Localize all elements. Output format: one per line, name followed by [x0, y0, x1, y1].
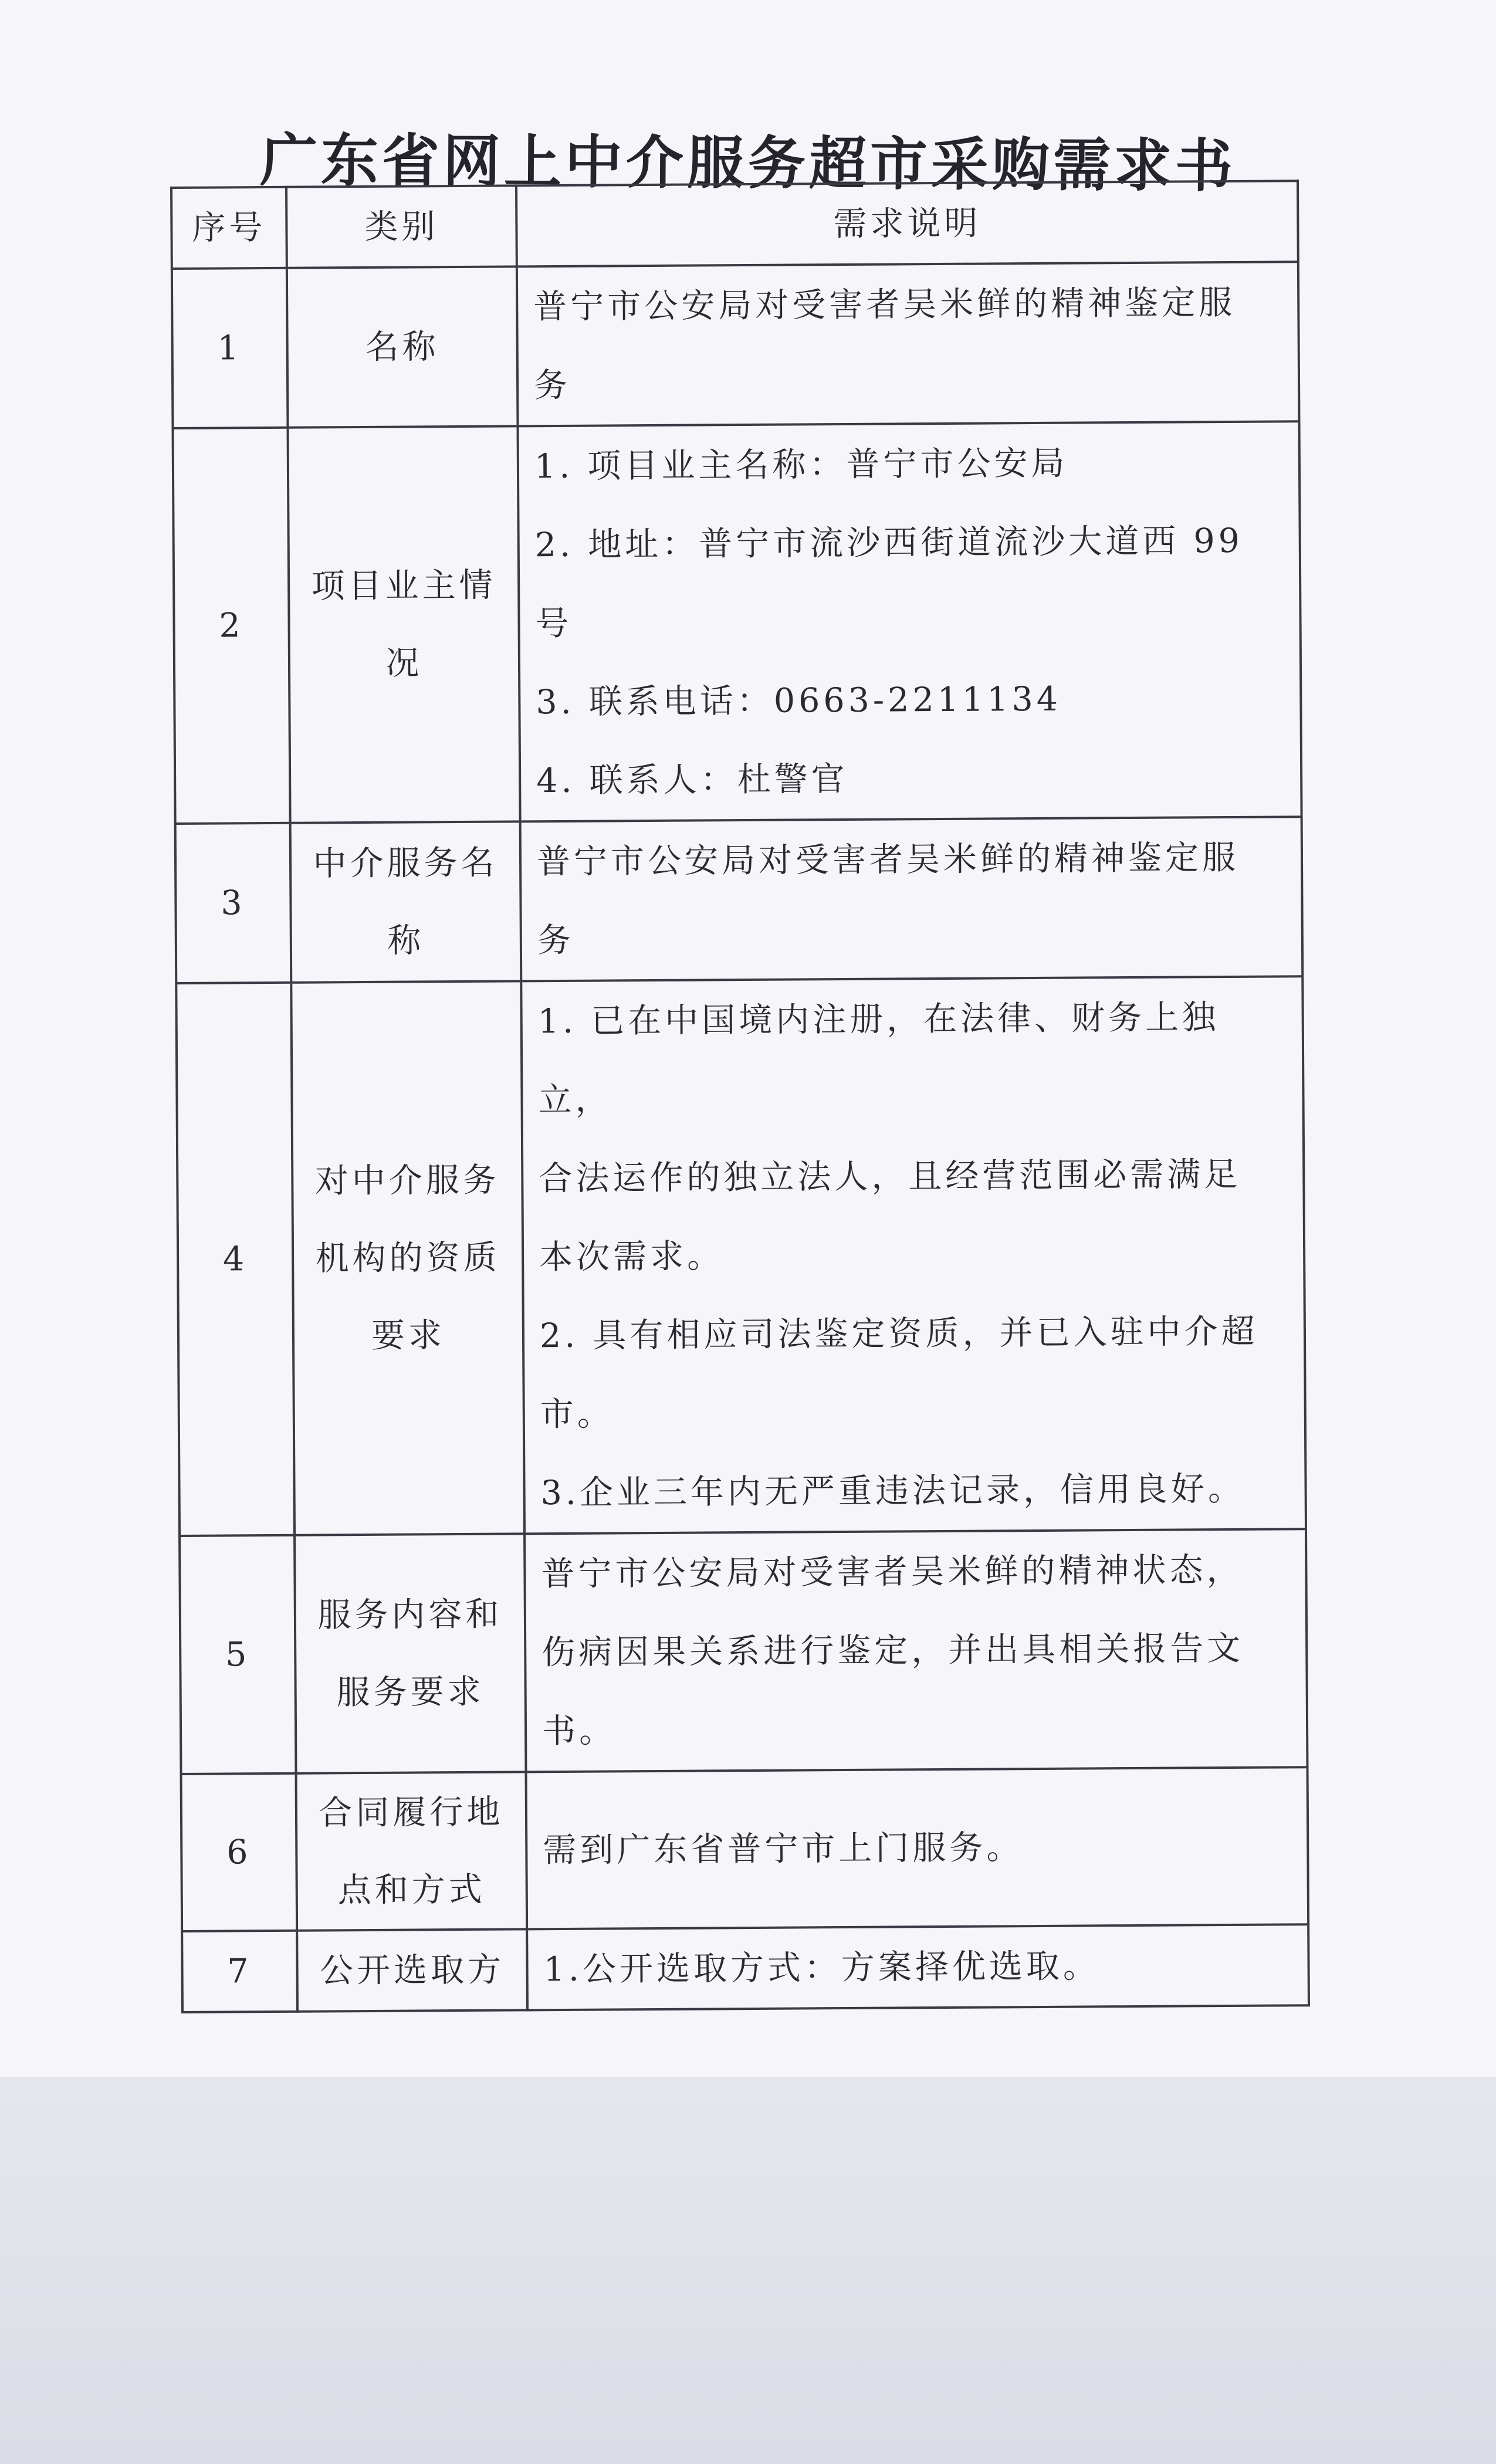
table-row [182, 1924, 1309, 2012]
description-line: 本次需求。 [539, 1237, 725, 1277]
row-number: 6 [181, 1773, 297, 1931]
category-line: 服务要求 [336, 1672, 485, 1712]
category-line: 况 [385, 644, 423, 683]
row-description [524, 1529, 1307, 1772]
description-line: 3.企业三年内无严重违法记录，信用良好。 [540, 1469, 1245, 1513]
description-line: 2. 具有相应司法鉴定资质，并已入驻中介超 [539, 1312, 1258, 1356]
row-category [291, 981, 524, 1535]
scanner-bed-area [0, 2077, 1496, 2464]
header-category: 类别 [286, 185, 517, 268]
category-line: 对中介服务 [314, 1160, 500, 1201]
requirements-table [170, 180, 1310, 2013]
description-line: 书。 [541, 1711, 617, 1751]
row-number: 1 [172, 268, 288, 428]
description-line: 务 [537, 920, 575, 960]
category-line: 称 [387, 921, 425, 960]
row-category [290, 821, 522, 982]
table-row [176, 976, 1306, 1536]
description-line: 1. 已在中国境内注册，在法律、财务上独立， [537, 998, 1220, 1120]
description-line: 合法运作的独立法人，且经营范围必需满足 [539, 1155, 1241, 1199]
row-category [288, 426, 520, 823]
row-number: 2 [173, 428, 290, 824]
description-line: 2. 地址：普宁市流沙西街道流沙大道西 99 [534, 521, 1244, 565]
document-title: 广东省网上中介服务超市采购需求书 [259, 127, 1237, 201]
description-line: 市。 [540, 1395, 614, 1434]
table-row [172, 262, 1299, 428]
category-line: 中介服务名 [313, 843, 498, 884]
row-description [526, 1767, 1309, 1929]
description-line: 伤病因果关系进行鉴定，并出具相关报告文 [541, 1629, 1244, 1673]
table-row [175, 817, 1303, 983]
description-line: 普宁市公安局对受害者吴米鲜的精神鉴定服 [533, 283, 1236, 327]
row-description [520, 817, 1303, 981]
row-description [521, 976, 1306, 1534]
row-description [518, 421, 1302, 821]
row-category [296, 1772, 527, 1930]
row-category [297, 1929, 527, 2011]
category-line: 要求 [371, 1316, 446, 1355]
table-header-row [171, 181, 1298, 269]
description-line: 1. 项目业主名称：普宁市公安局 [534, 444, 1068, 486]
description-line: 普宁市公安局对受害者吴米鲜的精神鉴定服 [536, 838, 1240, 882]
category-line: 合同履行地 [319, 1792, 504, 1833]
row-category [295, 1534, 526, 1773]
row-number: 4 [176, 983, 295, 1536]
description-line: 务 [533, 365, 571, 405]
row-category [287, 266, 518, 427]
row-description [527, 1924, 1309, 2010]
table-row [173, 421, 1302, 824]
category-line: 公开选取方 [319, 1950, 505, 1991]
row-description [517, 262, 1299, 426]
category-line: 项目业主情 [311, 566, 496, 606]
row-number: 3 [175, 823, 292, 983]
row-number: 5 [180, 1535, 296, 1774]
category-line: 服务内容和 [317, 1595, 503, 1635]
category-line: 名称 [365, 327, 439, 367]
description-line: 3. 联系电话：0663-2211134 [536, 679, 1062, 722]
row-number: 7 [182, 1931, 297, 2012]
description-line: 普宁市公安局对受害者吴米鲜的精神状态， [541, 1550, 1244, 1594]
table-row [181, 1767, 1309, 1931]
description-line: 4. 联系人：杜警官 [536, 759, 848, 801]
description-line: 1.公开选取方式：方案择优选取。 [543, 1947, 1101, 1989]
description-line: 号 [535, 604, 573, 644]
description-line: 需到广东省普宁市上门服务。 [543, 1828, 1024, 1870]
header-description: 需求说明 [516, 181, 1298, 266]
table-row [180, 1529, 1307, 1774]
category-line: 机构的资质 [315, 1238, 500, 1278]
category-line: 点和方式 [337, 1870, 486, 1910]
header-number: 序号 [171, 187, 287, 269]
